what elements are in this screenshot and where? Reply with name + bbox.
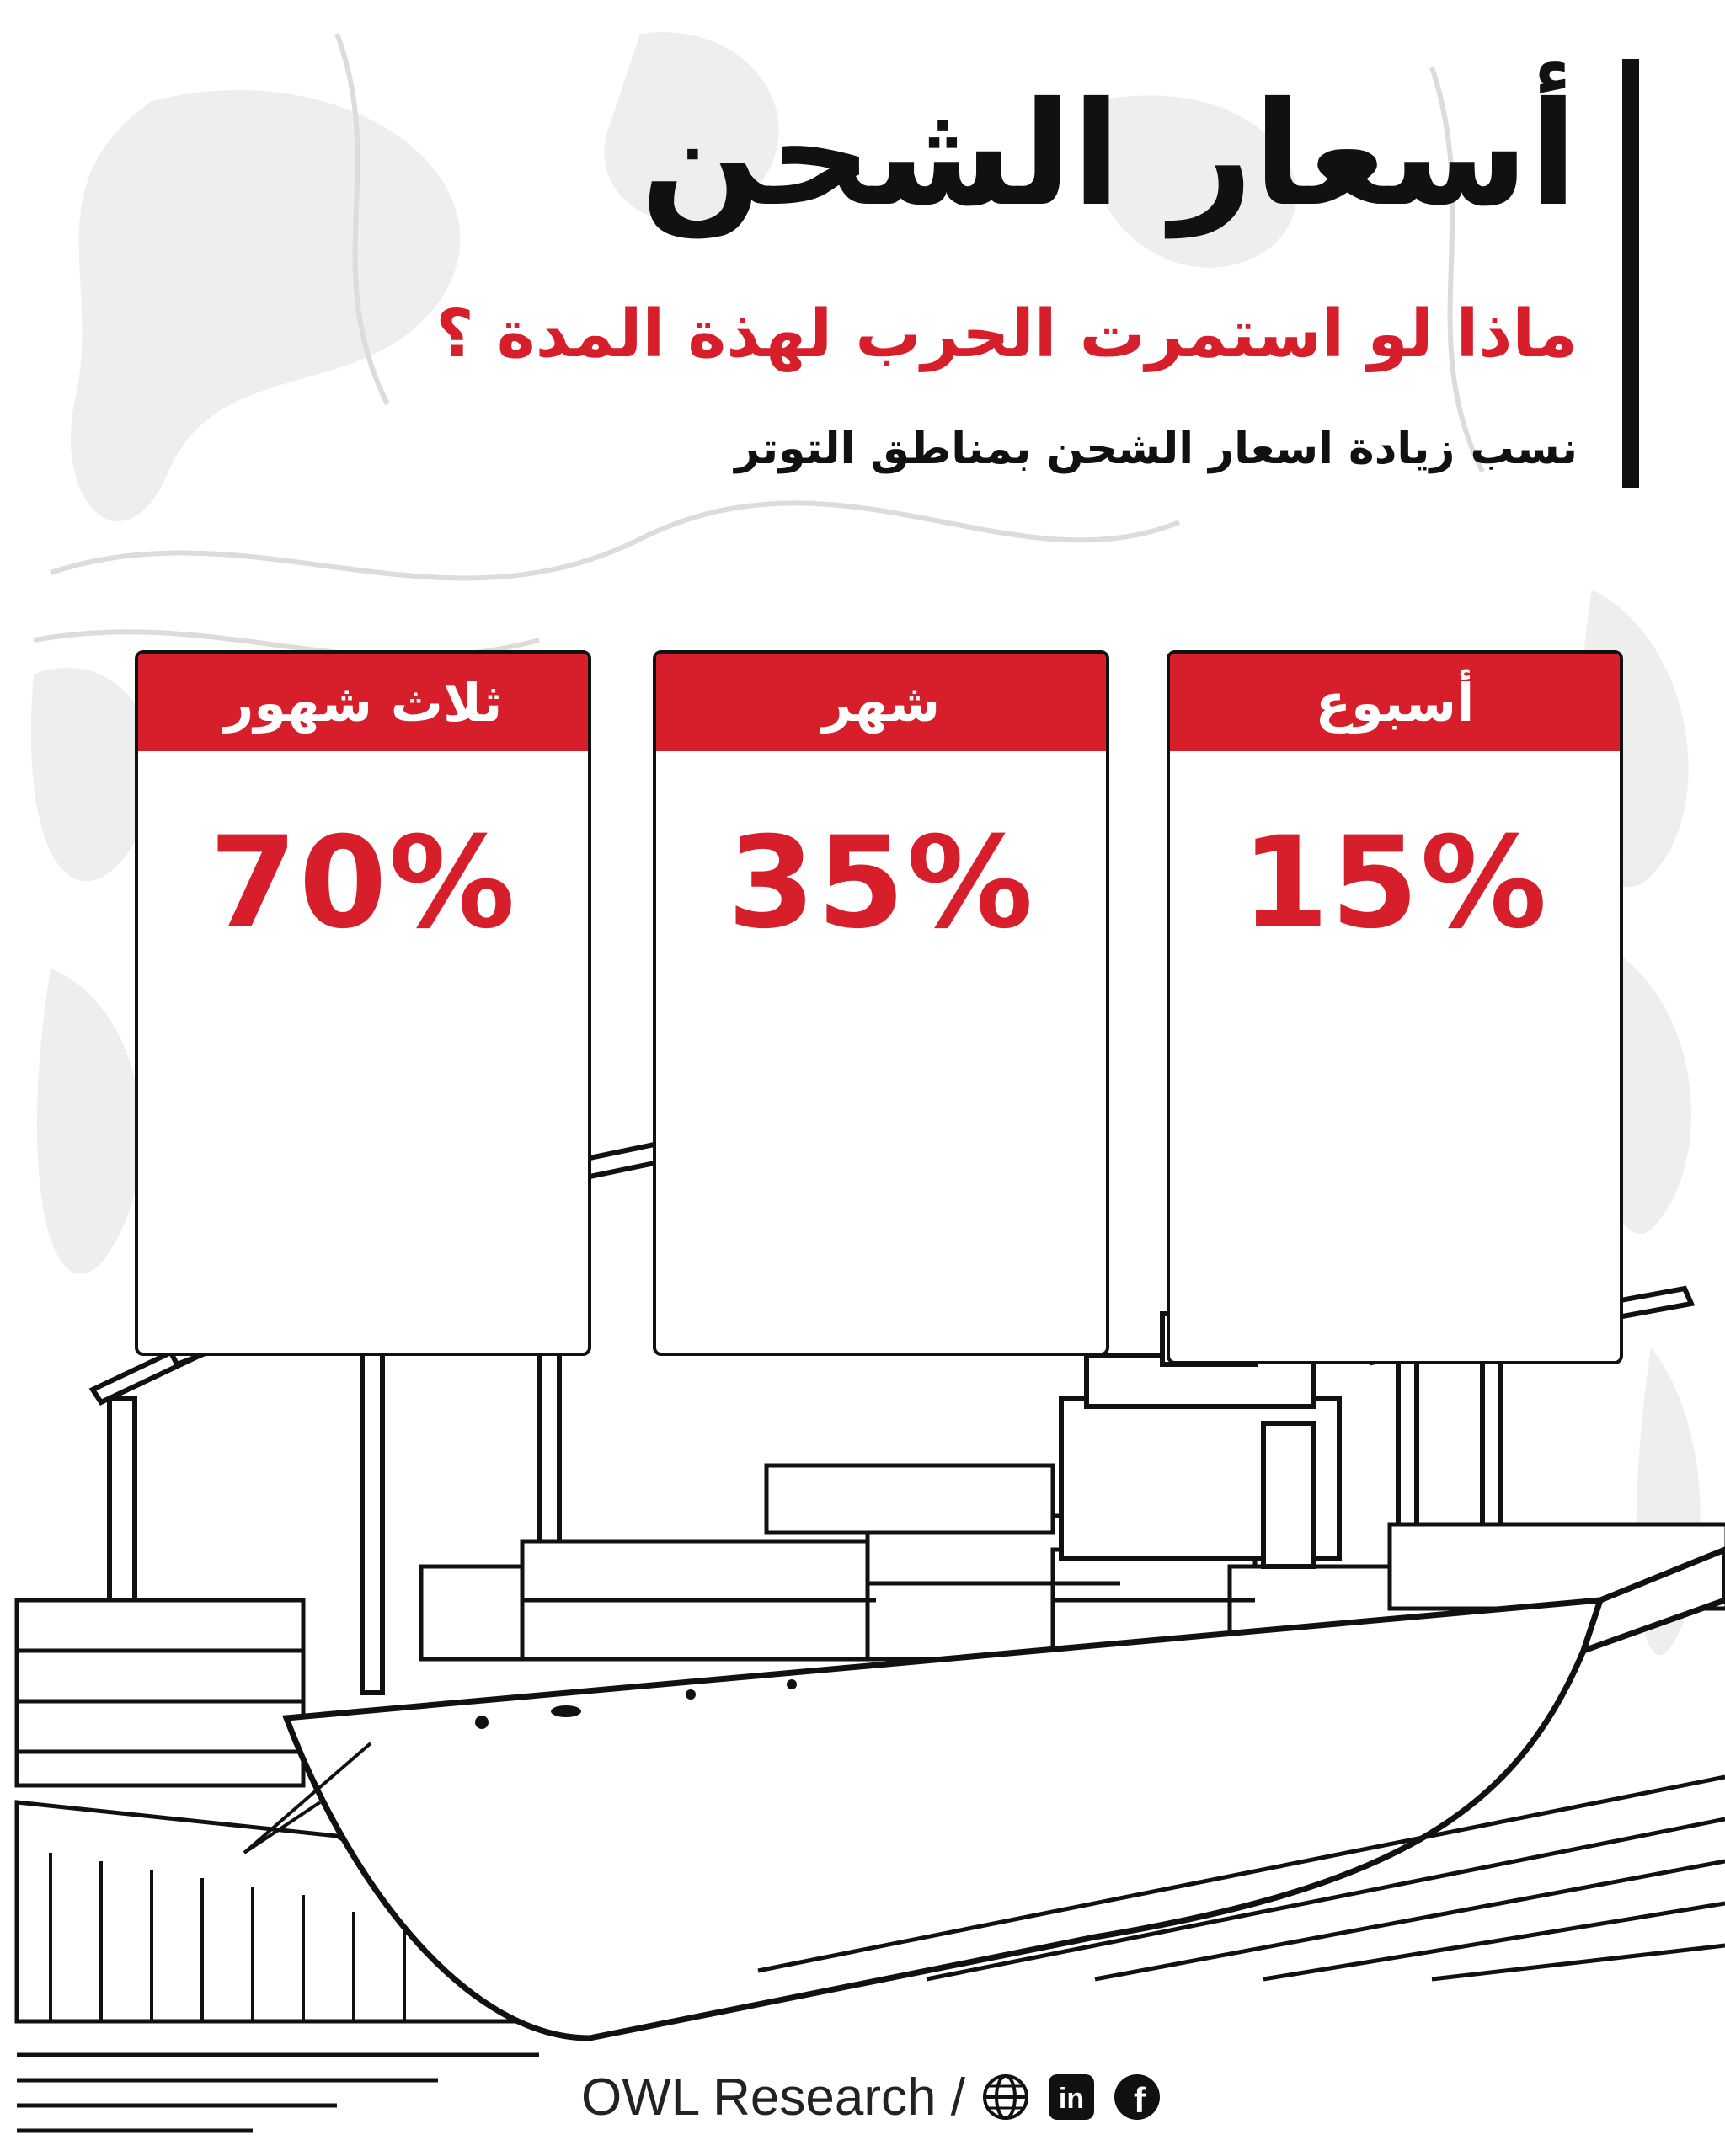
stat-card-three-months: [135, 650, 591, 1356]
facebook-letter: f: [1133, 2080, 1146, 2120]
page-subtitle: ماذا لو استمرت الحرب لهذة المدة ؟: [435, 296, 1578, 372]
page-title: أسعار الشحن: [640, 72, 1578, 238]
stat-card-label: ثلاث شهور: [138, 654, 588, 751]
footer-brand: OWL Research /: [581, 2068, 965, 2127]
linkedin-letters: in: [1058, 2083, 1085, 2115]
stat-card-label: أسبوع: [1170, 654, 1620, 751]
stat-card-label: شهر: [656, 654, 1106, 751]
page-tagline: نسب زيادة اسعار الشحن بمناطق التوتر: [734, 424, 1578, 474]
footer: [581, 2059, 1162, 2135]
globe-icon[interactable]: [980, 2072, 1031, 2122]
title-accent-bar: [1622, 59, 1639, 488]
stat-card-value: 15%: [1241, 810, 1549, 957]
stat-card-week: [1167, 650, 1623, 1364]
stat-card-value: 70%: [209, 810, 517, 957]
facebook-icon[interactable]: [1112, 2072, 1162, 2122]
linkedin-icon[interactable]: [1046, 2072, 1097, 2122]
stat-card-value: 35%: [727, 810, 1035, 957]
stat-card-month: [653, 650, 1109, 1356]
